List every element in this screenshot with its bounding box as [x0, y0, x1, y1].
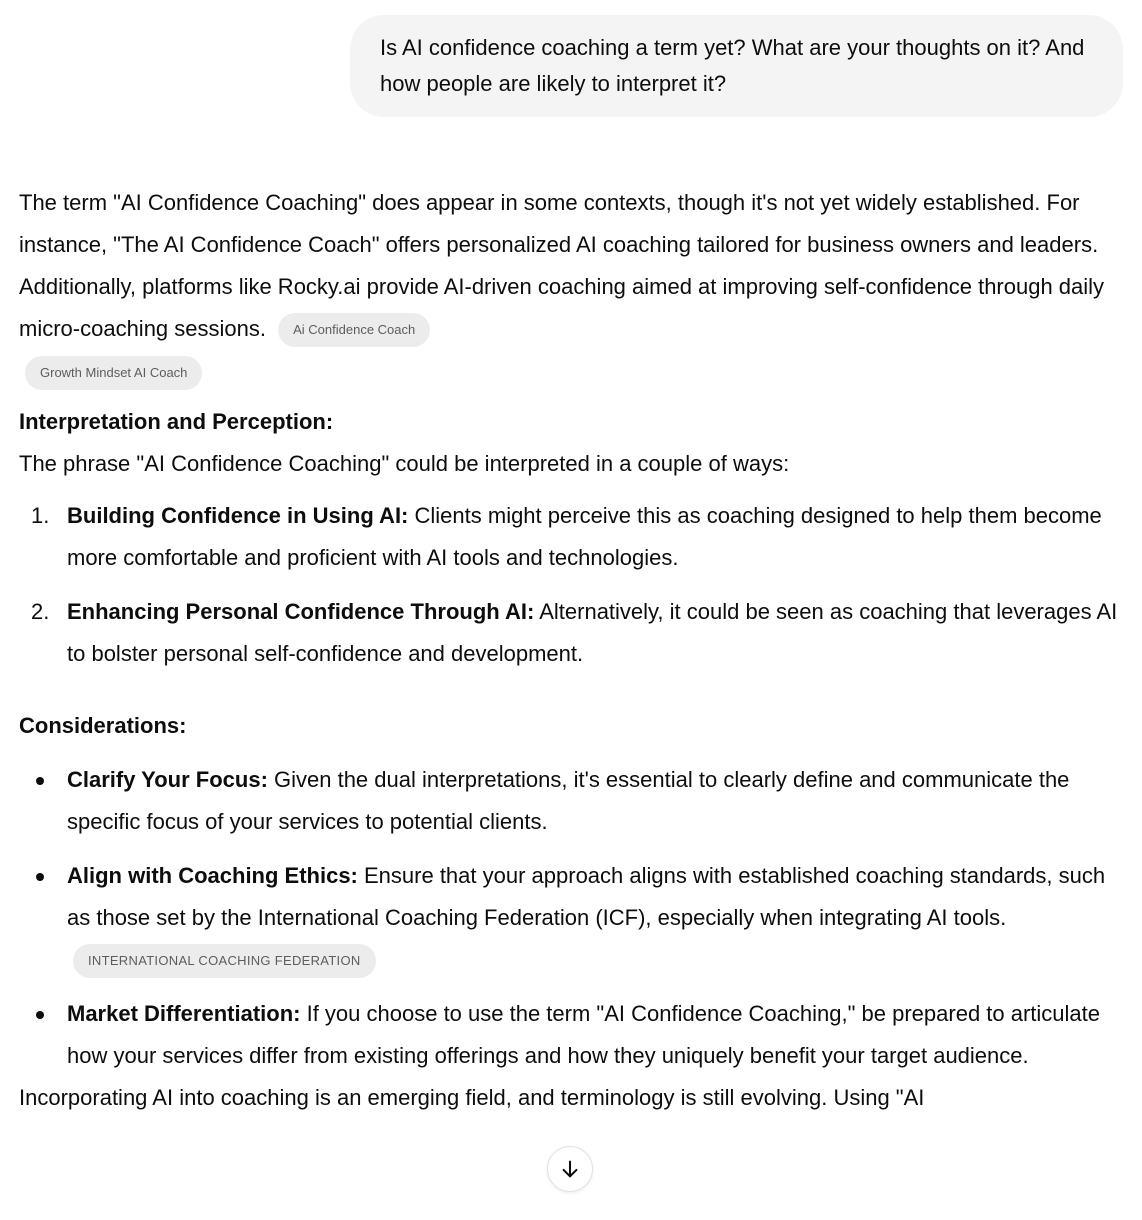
list-item-text: Given the dual interpretations, it's essential to clearly define and communicate the specific focus of your services to potential clients. — [67, 767, 1070, 834]
interpretation-heading: Interpretation and Perception: — [19, 409, 334, 434]
list-item-title: Market Differentiation: — [67, 1001, 301, 1026]
source-chip-row — [19, 356, 1124, 390]
user-message-text: Is AI confidence coaching a term yet? What are your thoughts on it? And how people are likely to interpret it? — [380, 35, 1085, 96]
bullet-icon — [36, 1011, 44, 1019]
arrow-down-icon — [559, 1158, 581, 1180]
list-item-text: Clients might perceive this as coaching designed to help them become more comfortable and proficient with AI tools and technologies. — [67, 503, 1102, 570]
considerations-list — [19, 759, 1124, 1077]
assistant-response — [19, 182, 1124, 1119]
source-chip-growth-mindset[interactable]: Growth Mindset AI Coach — [25, 356, 202, 390]
bullet-icon — [36, 777, 44, 785]
list-item — [19, 495, 1124, 579]
considerations-heading: Considerations: — [19, 713, 187, 738]
list-item-title: Enhancing Personal Confidence Through AI: — [67, 599, 535, 624]
list-number: 2. — [31, 599, 50, 624]
list-item — [19, 993, 1124, 1077]
source-chip-icf[interactable]: INTERNATIONAL COACHING FEDERATION — [73, 944, 376, 978]
list-item — [19, 591, 1124, 675]
list-item-title: Clarify Your Focus: — [67, 767, 268, 792]
closing-paragraph: Incorporating AI into coaching is an emerging field, and terminology is still evolving. Using "AI — [19, 1085, 925, 1110]
list-item — [19, 759, 1124, 843]
list-item-text: Ensure that your approach aligns with established coaching standards, such as those set by the International Coaching Federation (ICF), especially when integrating AI tools. — [67, 863, 1106, 930]
interpretation-list — [19, 495, 1124, 675]
intro-text: The term "AI Confidence Coaching" does appear in some contexts, though it's not yet widely established. For instance, "The AI Confidence Coach" offers personalized AI coaching tailored for business owners and leaders. Additionally, platforms like Rocky.ai provide AI-driven coaching aimed at improving self-confidence through daily micro-coaching sessions. — [19, 190, 1105, 341]
user-message-bubble — [350, 15, 1123, 117]
list-item-text: If you choose to use the term "AI Confidence Coaching," be prepared to articulate how your services differ from existing offerings and how they uniquely benefit your target audience. — [67, 1001, 1101, 1068]
interpretation-lead: The phrase "AI Confidence Coaching" could be interpreted in a couple of ways: — [19, 451, 790, 476]
list-number: 1. — [31, 503, 50, 528]
list-item-text: Alternatively, it could be seen as coaching that leverages AI to bolster personal self-confidence and development. — [67, 599, 1118, 666]
scroll-to-bottom-button[interactable] — [547, 1146, 593, 1192]
list-item-title: Building Confidence in Using AI: — [67, 503, 409, 528]
bullet-icon — [36, 873, 44, 881]
list-item-title: Align with Coaching Ethics: — [67, 863, 358, 888]
list-item — [19, 855, 1124, 981]
intro-paragraph — [19, 182, 1124, 350]
source-chip-ai-confidence-coach[interactable]: Ai Confidence Coach — [278, 313, 430, 347]
